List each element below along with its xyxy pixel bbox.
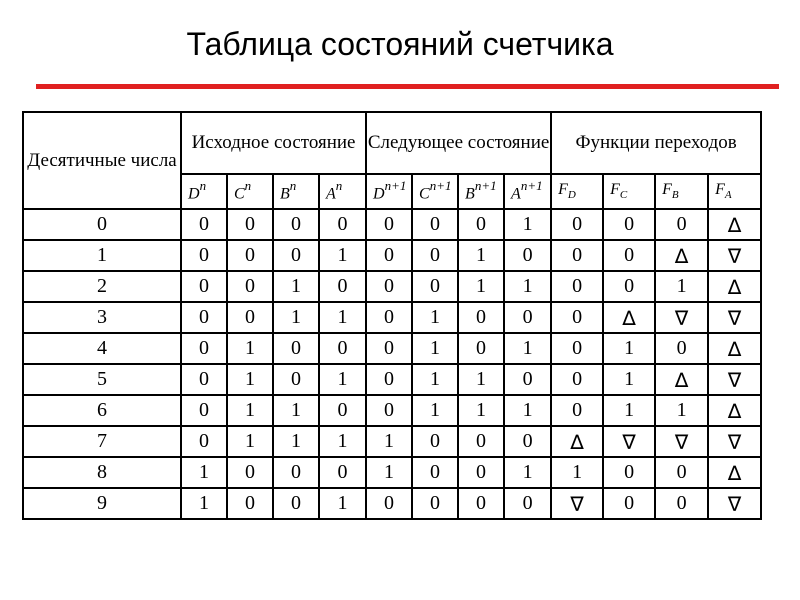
next-state-cell: 0 — [366, 271, 412, 302]
current-state-cell: 0 — [181, 240, 227, 271]
transition-function-cell: ∇ — [708, 426, 761, 457]
transition-function-cell: ∆ — [551, 426, 603, 457]
transition-function-cell: ∇ — [708, 302, 761, 333]
next-state-cell: 1 — [504, 457, 551, 488]
next-state-cell: 0 — [504, 488, 551, 519]
next-state-cell: 1 — [366, 426, 412, 457]
header-current-state: Исходное состояние — [181, 112, 366, 174]
next-state-cell: 0 — [366, 395, 412, 426]
transition-function-cell: ∆ — [603, 302, 655, 333]
transition-function-cell: 0 — [551, 364, 603, 395]
current-state-cell: 0 — [273, 457, 319, 488]
transition-function-cell: ∇ — [655, 426, 708, 457]
table-row — [23, 457, 761, 488]
next-state-cell: 1 — [412, 364, 458, 395]
current-state-cell: 1 — [319, 364, 366, 395]
header-function-var: $F_A$ — [708, 174, 761, 209]
transition-function-cell: 0 — [603, 271, 655, 302]
transition-function-cell: 0 — [603, 457, 655, 488]
transition-function-cell: ∇ — [603, 426, 655, 457]
current-state-cell: 1 — [319, 240, 366, 271]
next-state-cell: 0 — [504, 302, 551, 333]
transition-function-cell: ∆ — [708, 271, 761, 302]
transition-function-cell: 0 — [551, 240, 603, 271]
transition-function-cell: ∇ — [708, 488, 761, 519]
next-state-cell: 1 — [412, 395, 458, 426]
current-state-cell: 1 — [227, 333, 273, 364]
state-table — [22, 111, 762, 520]
table-row — [23, 302, 761, 333]
transition-function-cell: 0 — [655, 333, 708, 364]
transition-function-cell: ∇ — [551, 488, 603, 519]
table-row — [23, 426, 761, 457]
current-state-cell: 0 — [273, 333, 319, 364]
decimal-cell: 6 — [23, 395, 181, 426]
next-state-cell: 0 — [458, 302, 504, 333]
next-state-cell: 0 — [504, 240, 551, 271]
next-state-cell: 0 — [412, 271, 458, 302]
transition-function-cell: ∆ — [655, 240, 708, 271]
header-current-var: $D^n$ — [181, 174, 227, 209]
transition-function-cell: 1 — [603, 395, 655, 426]
decimal-cell: 5 — [23, 364, 181, 395]
transition-function-cell: 1 — [655, 271, 708, 302]
transition-function-cell: ∇ — [655, 302, 708, 333]
transition-function-cell: 1 — [603, 333, 655, 364]
current-state-cell: 1 — [227, 395, 273, 426]
decimal-cell: 1 — [23, 240, 181, 271]
current-state-cell: 1 — [181, 457, 227, 488]
transition-function-cell: 0 — [655, 488, 708, 519]
current-state-cell: 1 — [273, 302, 319, 333]
header-next-var: $A^{n+1}$ — [504, 174, 551, 209]
next-state-cell: 0 — [458, 488, 504, 519]
next-state-cell: 0 — [412, 426, 458, 457]
current-state-cell: 1 — [319, 488, 366, 519]
next-state-cell: 1 — [458, 364, 504, 395]
next-state-cell: 0 — [366, 209, 412, 240]
header-current-var: $C^n$ — [227, 174, 273, 209]
transition-function-cell: 0 — [551, 271, 603, 302]
transition-function-cell: 0 — [551, 333, 603, 364]
transition-function-cell: ∆ — [708, 395, 761, 426]
header-decimal: Десятичные числа — [23, 112, 181, 209]
next-state-cell: 0 — [366, 240, 412, 271]
page-title: Таблица состояний счетчика — [186, 26, 614, 62]
current-state-cell: 0 — [227, 302, 273, 333]
header-transition-functions: Функции переходов — [551, 112, 761, 174]
current-state-cell: 1 — [227, 364, 273, 395]
next-state-cell: 0 — [458, 333, 504, 364]
transition-function-cell: 1 — [655, 395, 708, 426]
header-function-var: $F_C$ — [603, 174, 655, 209]
current-state-cell: 1 — [273, 426, 319, 457]
transition-function-cell: 1 — [603, 364, 655, 395]
table-row — [23, 209, 761, 240]
current-state-cell: 0 — [227, 488, 273, 519]
next-state-cell: 0 — [366, 333, 412, 364]
current-state-cell: 0 — [181, 271, 227, 302]
next-state-cell: 1 — [458, 240, 504, 271]
next-state-cell: 0 — [366, 488, 412, 519]
current-state-cell: 0 — [319, 333, 366, 364]
table-row — [23, 364, 761, 395]
transition-function-cell: 0 — [551, 395, 603, 426]
header-function-var: $F_D$ — [551, 174, 603, 209]
header-current-var: $A^n$ — [319, 174, 366, 209]
next-state-cell: 1 — [412, 333, 458, 364]
decimal-cell: 8 — [23, 457, 181, 488]
current-state-cell: 0 — [319, 209, 366, 240]
decimal-cell: 9 — [23, 488, 181, 519]
next-state-cell: 0 — [504, 364, 551, 395]
current-state-cell: 0 — [319, 457, 366, 488]
current-state-cell: 1 — [319, 302, 366, 333]
next-state-cell: 0 — [412, 240, 458, 271]
next-state-cell: 0 — [458, 426, 504, 457]
current-state-cell: 0 — [273, 488, 319, 519]
current-state-cell: 0 — [273, 364, 319, 395]
next-state-cell: 0 — [458, 457, 504, 488]
decimal-cell: 4 — [23, 333, 181, 364]
next-state-cell: 0 — [458, 209, 504, 240]
current-state-cell: 1 — [319, 426, 366, 457]
transition-function-cell: 0 — [551, 302, 603, 333]
header-row-groups — [23, 112, 761, 174]
decimal-cell: 7 — [23, 426, 181, 457]
next-state-cell: 0 — [412, 457, 458, 488]
transition-function-cell: ∆ — [708, 457, 761, 488]
header-function-var: $F_B$ — [655, 174, 708, 209]
transition-function-cell: 0 — [655, 209, 708, 240]
current-state-cell: 0 — [181, 209, 227, 240]
header-next-var: $C^{n+1}$ — [412, 174, 458, 209]
current-state-cell: 0 — [227, 271, 273, 302]
decimal-cell: 2 — [23, 271, 181, 302]
current-state-cell: 0 — [181, 333, 227, 364]
header-next-var: $B^{n+1}$ — [458, 174, 504, 209]
current-state-cell: 0 — [319, 395, 366, 426]
current-state-cell: 0 — [181, 395, 227, 426]
current-state-cell: 1 — [181, 488, 227, 519]
next-state-cell: 1 — [504, 395, 551, 426]
table-row — [23, 240, 761, 271]
decimal-cell: 3 — [23, 302, 181, 333]
next-state-cell: 1 — [458, 395, 504, 426]
transition-function-cell: ∇ — [708, 364, 761, 395]
current-state-cell: 0 — [227, 209, 273, 240]
transition-function-cell: 0 — [603, 240, 655, 271]
table-row — [23, 271, 761, 302]
transition-function-cell: 0 — [551, 209, 603, 240]
header-current-var: $B^n$ — [273, 174, 319, 209]
table-row — [23, 488, 761, 519]
current-state-cell: 1 — [273, 395, 319, 426]
current-state-cell: 0 — [227, 240, 273, 271]
next-state-cell: 1 — [412, 302, 458, 333]
current-state-cell: 0 — [181, 364, 227, 395]
table-row — [23, 333, 761, 364]
next-state-cell: 1 — [458, 271, 504, 302]
header-next-var: $D^{n+1}$ — [366, 174, 412, 209]
next-state-cell: 1 — [366, 457, 412, 488]
current-state-cell: 0 — [319, 271, 366, 302]
transition-function-cell: ∆ — [708, 209, 761, 240]
next-state-cell: 0 — [412, 209, 458, 240]
next-state-cell: 1 — [504, 333, 551, 364]
transition-function-cell: 0 — [603, 209, 655, 240]
transition-function-cell: 0 — [603, 488, 655, 519]
current-state-cell: 0 — [181, 426, 227, 457]
current-state-cell: 0 — [273, 209, 319, 240]
current-state-cell: 0 — [273, 240, 319, 271]
transition-function-cell: 1 — [551, 457, 603, 488]
next-state-cell: 1 — [504, 209, 551, 240]
decimal-cell: 0 — [23, 209, 181, 240]
transition-function-cell: 0 — [655, 457, 708, 488]
transition-function-cell: ∆ — [655, 364, 708, 395]
next-state-cell: 0 — [504, 426, 551, 457]
current-state-cell: 1 — [273, 271, 319, 302]
next-state-cell: 0 — [366, 364, 412, 395]
current-state-cell: 0 — [181, 302, 227, 333]
next-state-cell: 1 — [504, 271, 551, 302]
table-row — [23, 395, 761, 426]
next-state-cell: 0 — [366, 302, 412, 333]
current-state-cell: 1 — [227, 426, 273, 457]
next-state-cell: 0 — [412, 488, 458, 519]
transition-function-cell: ∆ — [708, 333, 761, 364]
header-next-state: Следующее состояние — [366, 112, 551, 174]
transition-function-cell: ∇ — [708, 240, 761, 271]
title-divider — [36, 84, 779, 89]
current-state-cell: 0 — [227, 457, 273, 488]
